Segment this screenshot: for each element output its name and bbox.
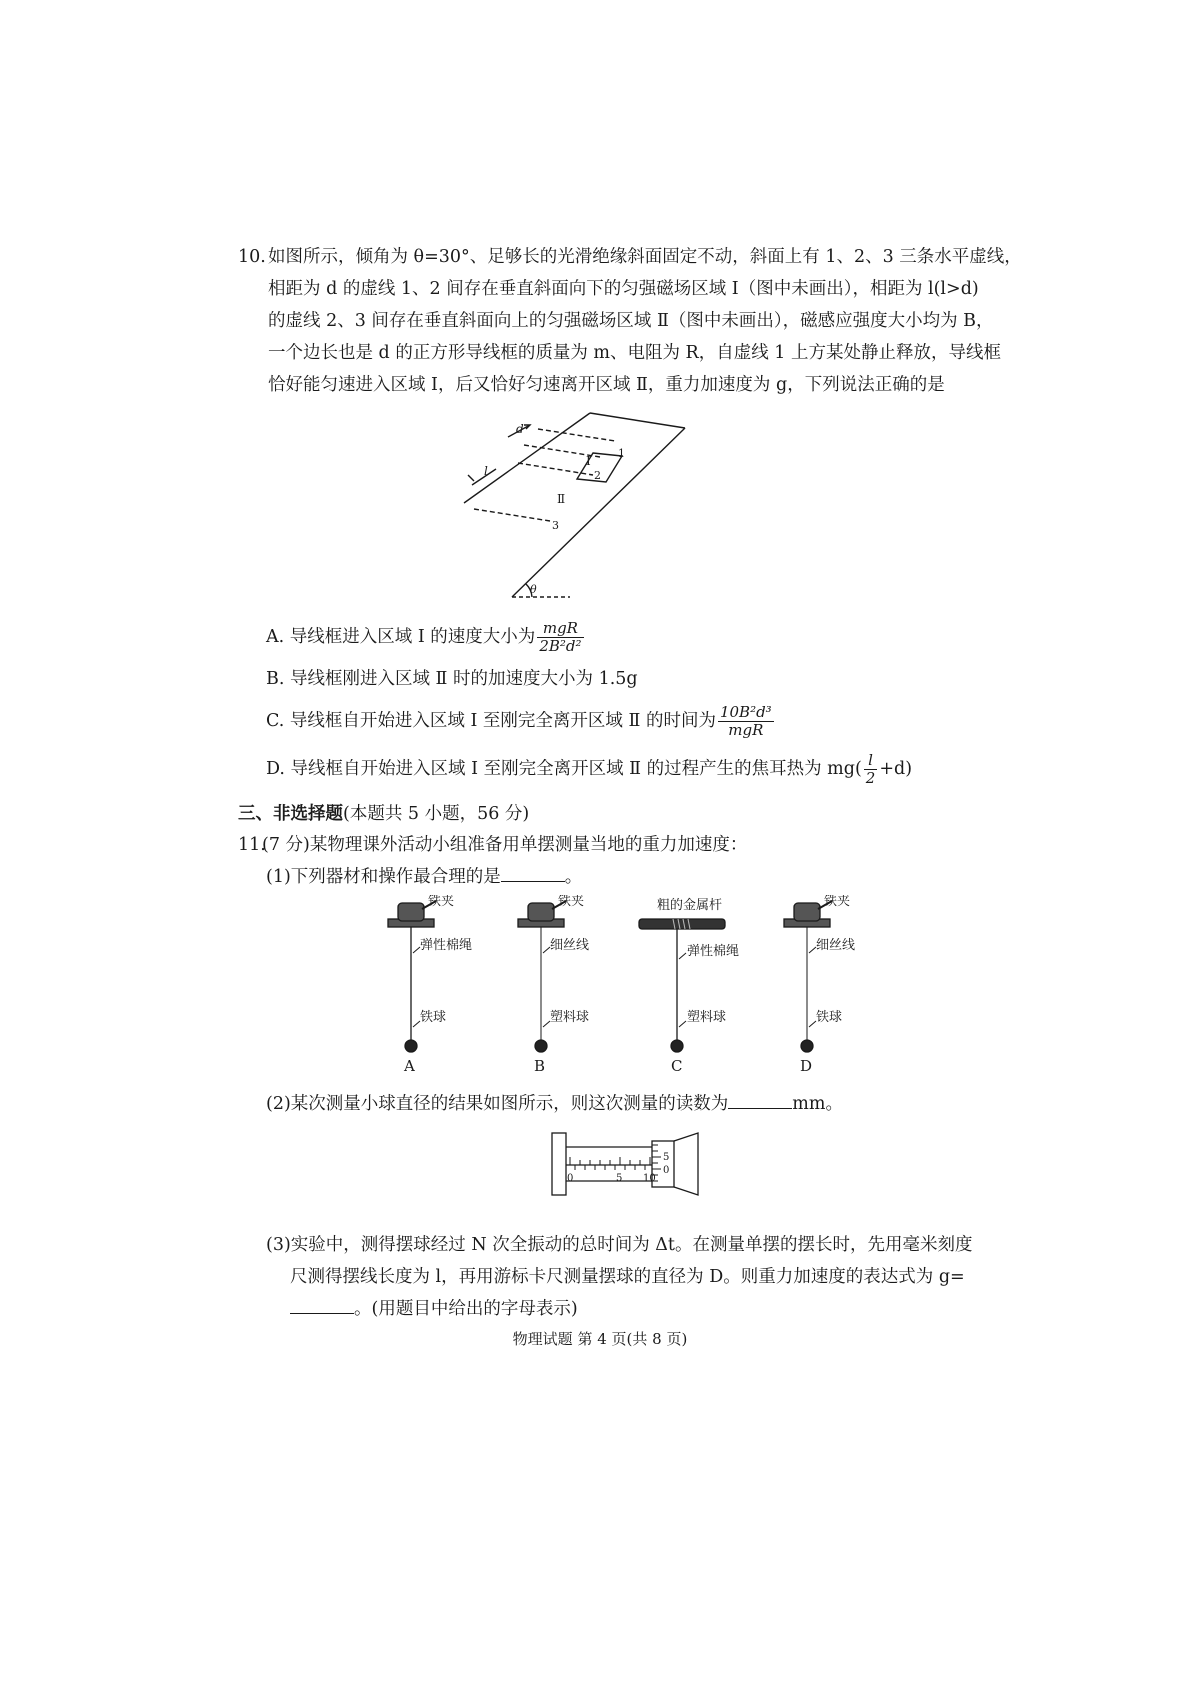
- option-d-numerator: l: [864, 752, 878, 770]
- apparatus-c: [635, 895, 765, 1075]
- option-d-tail: +d): [879, 759, 913, 779]
- label-d-string: 细丝线: [816, 938, 856, 953]
- question-10-line-4: 一个边长也是 d 的正方形导线框的质量为 m、电阻为 R，自虚线 1 上方某处静止释放，导线框: [268, 343, 1001, 363]
- section-3-heading: [238, 801, 529, 827]
- dashed-line-3: [474, 509, 550, 521]
- incline-top-edge: [590, 413, 685, 428]
- label-line-2: 2: [594, 469, 601, 482]
- label-a-letter: A: [404, 1057, 415, 1075]
- clamp-d-body: [794, 903, 820, 921]
- option-a: [266, 620, 586, 655]
- question-11-part-1: [266, 864, 582, 890]
- part-3-answer-blank: [290, 1297, 354, 1314]
- label-c-clamp: 粗的金属杆: [657, 898, 723, 913]
- label-b-ball: 塑料球: [550, 1010, 590, 1025]
- label-b-string: 细丝线: [550, 938, 590, 953]
- label-d-clamp: 铁夹: [824, 895, 851, 909]
- ball-d: [801, 1040, 813, 1052]
- option-d-fraction: [864, 752, 878, 787]
- question-10-line-5: 恰好能匀速进入区域 Ⅰ，后又恰好匀速离开区域 Ⅱ，重力加速度为 g，下列说法正确的是: [268, 375, 945, 395]
- option-a-text: A. 导线框进入区域 Ⅰ 的速度大小为: [266, 627, 536, 647]
- part-2-text: (2)某次测量小球直径的结果如图所示，则这次测量的读数为: [266, 1094, 729, 1114]
- clamp-b-body: [528, 903, 554, 921]
- part-2-answer-blank: [728, 1092, 792, 1109]
- label-d: d: [516, 422, 524, 436]
- part-2-unit: mm。: [792, 1094, 843, 1114]
- apparatus-a: [380, 895, 490, 1075]
- ball-a: [405, 1040, 417, 1052]
- label-a-ball: 铁球: [420, 1010, 447, 1025]
- question-11-intro: (7 分)某物理课外活动小组准备用单摆测量当地的重力加速度：: [262, 835, 748, 855]
- option-d-denominator: 2: [865, 769, 876, 787]
- apparatus-b: [510, 895, 620, 1075]
- option-c-text: C. 导线框自开始进入区域 Ⅰ 至刚完全离开区域 Ⅱ 的时间为: [266, 711, 716, 731]
- dashed-line-2: [518, 463, 593, 475]
- label-l: l: [484, 464, 488, 478]
- micrometer-anvil: [552, 1133, 566, 1195]
- main-scale-label-10: 10: [643, 1173, 656, 1184]
- label-a-clamp: 铁夹: [428, 895, 455, 909]
- question-10-line-3: 的虚线 2、3 间存在垂直斜面向上的匀强磁场区域 Ⅱ（图中未画出），磁感应强度大小均为 B，: [268, 311, 994, 331]
- label-c-ball: 塑料球: [687, 1010, 727, 1025]
- ball-b: [535, 1040, 547, 1052]
- label-b-letter: B: [534, 1057, 546, 1075]
- dashed-line-1: [538, 429, 615, 441]
- main-scale-ticks: [570, 1157, 650, 1170]
- option-c-fraction: [718, 704, 774, 739]
- question-11-number: 11.: [238, 835, 266, 855]
- label-line-1: 1: [618, 447, 625, 460]
- option-b: B. 导线框刚进入区域 Ⅱ 时的加速度大小为 1.5g: [266, 669, 638, 689]
- main-scale-label-5: 5: [616, 1173, 623, 1184]
- question-10-line-2: 相距为 d 的虚线 1、2 间存在垂直斜面向下的匀强磁场区域 Ⅰ（图中未画出），相距为 l(l>d): [268, 279, 979, 299]
- l-tick: [468, 475, 474, 481]
- ratchet: [674, 1133, 698, 1195]
- label-line-3: 3: [552, 519, 559, 532]
- label-region-1: Ⅰ: [586, 454, 591, 468]
- option-c-denominator: mgR: [728, 721, 764, 739]
- question-11-part-3-line-3: [290, 1296, 578, 1322]
- option-c: [266, 704, 776, 739]
- option-a-fraction: [537, 620, 583, 655]
- main-scale-label-0: 0: [567, 1173, 574, 1184]
- question-10-number: 10.: [238, 247, 266, 267]
- thimble-label-5: 5: [663, 1152, 670, 1163]
- label-d-letter: D: [800, 1057, 813, 1075]
- part-1-text: (1)下列器材和操作最合理的是: [266, 867, 501, 887]
- part-1-answer-blank: [501, 865, 565, 882]
- part-1-end: 。: [564, 867, 583, 887]
- thimble-label-0: 0: [663, 1165, 670, 1176]
- question-11-part-3-line-2: 尺测得摆线长度为 l，再用游标卡尺测量摆球的直径为 D。则重力加速度的表达式为 g=: [290, 1267, 965, 1287]
- question-10-line-1: 如图所示，倾角为 θ=30°、足够长的光滑绝缘斜面固定不动，斜面上有 1、2、3 三条水平虚线，: [268, 247, 1022, 267]
- label-c-string: 弹性棉绳: [687, 944, 740, 959]
- question-11-part-2: [266, 1091, 843, 1117]
- label-a-string: 弹性棉绳: [420, 938, 473, 953]
- section-3-title: 三、非选择题: [238, 804, 343, 824]
- option-d-text: D. 导线框自开始进入区域 Ⅰ 至刚完全离开区域 Ⅱ 的过程产生的焦耳热为 mg(: [266, 759, 862, 779]
- option-a-denominator: 2B²d²: [539, 637, 582, 655]
- option-c-numerator: 10B²d³: [719, 703, 772, 721]
- clamp-a-body: [398, 903, 424, 921]
- label-region-2: Ⅱ: [557, 492, 566, 506]
- label-b-clamp: 铁夹: [558, 895, 585, 909]
- metal-rod: [639, 919, 725, 929]
- micrometer-figure: [548, 1125, 708, 1205]
- question-11-part-3-line-1: (3)实验中，测得摆球经过 N 次全振动的总时间为 Δt。在测量单摆的摆长时，先用毫米刻度: [266, 1235, 973, 1255]
- ball-c: [671, 1040, 683, 1052]
- page-footer: 物理试题 第 4 页(共 8 页): [512, 1330, 688, 1348]
- option-d: [266, 752, 912, 787]
- label-theta: θ: [530, 583, 537, 596]
- incline-figure: [440, 405, 760, 605]
- option-a-numerator: mgR: [537, 620, 583, 638]
- label-d-ball: 铁球: [816, 1010, 843, 1025]
- section-3-note: (本题共 5 小题，56 分): [343, 804, 530, 824]
- part-3-end: 。(用题目中给出的字母表示): [354, 1299, 578, 1319]
- apparatus-d: [776, 895, 886, 1075]
- label-c-letter: C: [671, 1057, 683, 1075]
